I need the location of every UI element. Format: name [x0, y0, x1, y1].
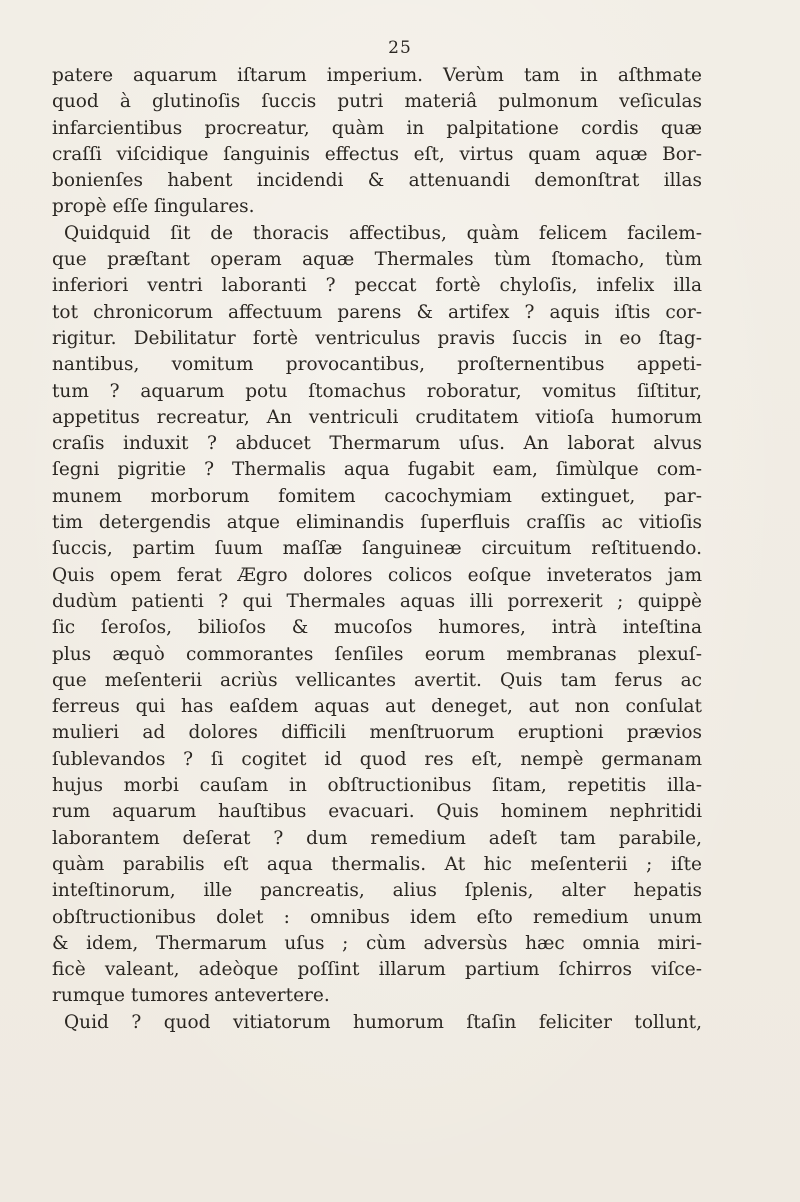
text-line: laborantem deſerat ? dum remedium adeſt tam parabile, — [52, 827, 702, 849]
text-line: hujus morbi cauſam in obſtructionibus ſitam, repetitis illa- — [52, 775, 702, 797]
paragraph-start-line: Quidquid ſit de thoracis affectibus, quàm felicem facilem- — [64, 222, 702, 244]
text-line: ferreus qui has eaſdem aquas aut deneget, aut non conſulat — [52, 696, 702, 718]
text-line: ſic ſeroſos, bilioſos & mucoſos humores, intrà inteſtina — [52, 617, 702, 639]
text-line: craſſi viſcidique ſanguinis effectus eſt, virtus quam aquæ Bor- — [52, 143, 702, 165]
text-line: quod à glutinoſis ſuccis putri materiâ pulmonum veſiculas — [52, 91, 702, 113]
paragraph-end-line: rumque tumores antevertere. — [52, 985, 330, 1007]
text-line: nantibus, vomitum provocantibus, proſternentibus appeti- — [52, 354, 702, 376]
text-line: ficè valeant, adeòque poſſint illarum partium ſchirros viſce- — [52, 959, 702, 981]
text-line: munem morborum fomitem cacochymiam extinguet, par- — [52, 485, 702, 507]
paragraph-end-line: propè eſſe ſingulares. — [52, 196, 255, 218]
text-line: inteſtinorum, ille pancreatis, alius ſplenis, alter hepatis — [52, 880, 702, 902]
text-line: que præſtant operam aquæ Thermales tùm ſtomacho, tùm — [52, 249, 702, 271]
text-line: obſtructionibus dolet : omnibus idem eſto remedium unum — [52, 906, 702, 928]
paragraph-start-line: Quid ? quod vitiatorum humorum ſtaſin feliciter tollunt, — [64, 1011, 702, 1033]
text-line: craſis induxit ? abducet Thermarum uſus. An laborat alvus — [52, 433, 702, 455]
text-line: mulieri ad dolores difficili menſtruorum eruptioni prævios — [52, 722, 702, 744]
text-line: ſegni pigritie ? Thermalis aqua fugabit eam, ſimùlque com- — [52, 459, 702, 481]
text-line: que meſenterii acriùs vellicantes avertit. Quis tam ferus ac — [52, 669, 702, 691]
text-line: quàm parabilis eſt aqua thermalis. At hic meſenterii ; iſte — [52, 853, 702, 875]
body-text — [52, 63, 702, 1036]
text-line: Quis opem ferat Ægro dolores colicos eoſque inveteratos jam — [52, 564, 702, 586]
text-line: & idem, Thermarum uſus ; cùm adversùs hæc omnia miri- — [52, 932, 702, 954]
text-line: infarcientibus procreatur, quàm in palpitatione cordis quæ — [52, 117, 702, 139]
text-line: appetitus recreatur, An ventriculi cruditatem vitioſa humorum — [52, 406, 702, 428]
text-line: rum aquarum hauſtibus evacuari. Quis hominem nephritidi — [52, 801, 702, 823]
text-line: tum ? aquarum potu ſtomachus roboratur, vomitus ſiſtitur, — [52, 380, 702, 402]
text-line: dudùm patienti ? qui Thermales aquas illi porrexerit ; quippè — [52, 590, 702, 612]
text-line: tot chronicorum affectuum parens & artifex ? aquis iſtis cor- — [52, 301, 702, 323]
text-line: inferiori ventri laboranti ? peccat fortè chyloſis, infelix illa — [52, 275, 702, 297]
text-line: tim detergendis atque eliminandis ſuperfluis craſſis ac vitioſis — [52, 512, 702, 534]
text-line: bonienſes habent incidendi & attenuandi demonſtrat illas — [52, 170, 702, 192]
text-line: ſuccis, partim ſuum maſſæ ſanguineæ circuitum reſtituendo. — [52, 538, 702, 560]
text-line: rigitur. Debilitatur fortè ventriculus pravis ſuccis in eo ſtag- — [52, 327, 702, 349]
text-line: ſublevandos ? ſi cogitet id quod res eſt, nempè germanam — [52, 748, 702, 770]
page-number: 25 — [388, 38, 412, 58]
text-line: patere aquarum iſtarum imperium. Verùm tam in aſthmate — [52, 65, 702, 86]
text-line: plus æquò commorantes ſenſiles eorum membranas plexuſ- — [52, 643, 702, 665]
